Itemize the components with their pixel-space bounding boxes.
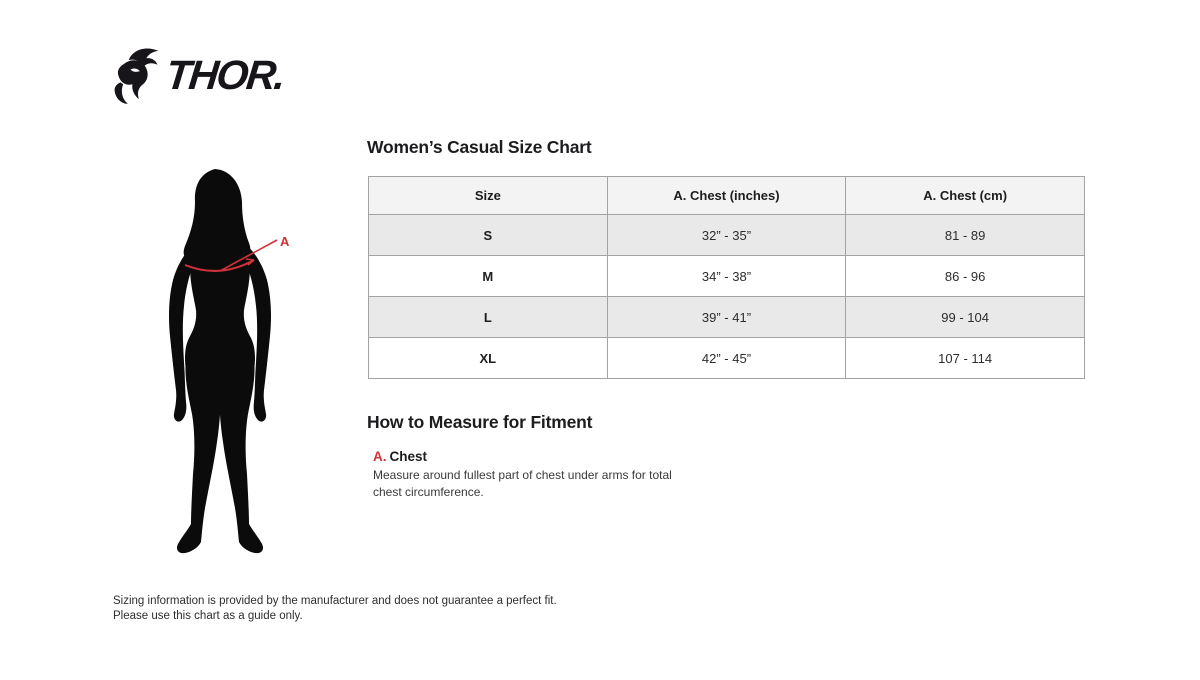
table-row — [369, 215, 1085, 256]
chest-inches-value: 39” - 41” — [607, 297, 846, 338]
size-value: S — [369, 215, 608, 256]
measurement-description: Measure around fullest part of chest under arms for total chest circumference. — [373, 468, 672, 500]
measurement-item-heading — [373, 449, 703, 464]
chest-cm-value: 107 - 114 — [846, 338, 1085, 379]
disclaimer-line-1: Sizing information is provided by the manufacturer and does not guarantee a perfect fit. — [113, 595, 557, 607]
size-value: L — [369, 297, 608, 338]
chest-cm-value: 86 - 96 — [846, 256, 1085, 297]
column-header-size: Size — [369, 177, 608, 215]
measurement-figure — [158, 166, 304, 568]
how-to-measure-title: How to Measure for Fitment — [367, 412, 593, 432]
size-chart-title: Women’s Casual Size Chart — [367, 137, 592, 157]
table-row — [369, 256, 1085, 297]
thor-ram-head-icon — [112, 45, 164, 105]
chest-inches-value: 34” - 38” — [607, 256, 846, 297]
table-header-row — [369, 177, 1085, 215]
size-chart-table — [368, 176, 1085, 379]
measurement-letter: A. — [373, 449, 387, 464]
size-value: M — [369, 256, 608, 297]
measurement-item-chest — [373, 449, 703, 501]
chest-inches-value: 42” - 45” — [607, 338, 846, 379]
brand-logo — [112, 45, 287, 105]
brand-logo-text: THOR. — [163, 51, 287, 98]
chest-cm-value: 81 - 89 — [846, 215, 1085, 256]
measurement-name: Chest — [389, 449, 428, 464]
column-header-chest-inches: A. Chest (inches) — [607, 177, 846, 215]
chest-marker-label: A — [280, 234, 290, 249]
disclaimer-line-2: Please use this chart as a guide only. — [113, 610, 303, 623]
table-row — [369, 297, 1085, 338]
size-value: XL — [369, 338, 608, 379]
sizing-disclaimer — [113, 594, 557, 624]
table-row — [369, 338, 1085, 379]
chest-cm-value: 99 - 104 — [846, 297, 1085, 338]
chest-inches-value: 32” - 35” — [607, 215, 846, 256]
column-header-chest-cm: A. Chest (cm) — [846, 177, 1085, 215]
